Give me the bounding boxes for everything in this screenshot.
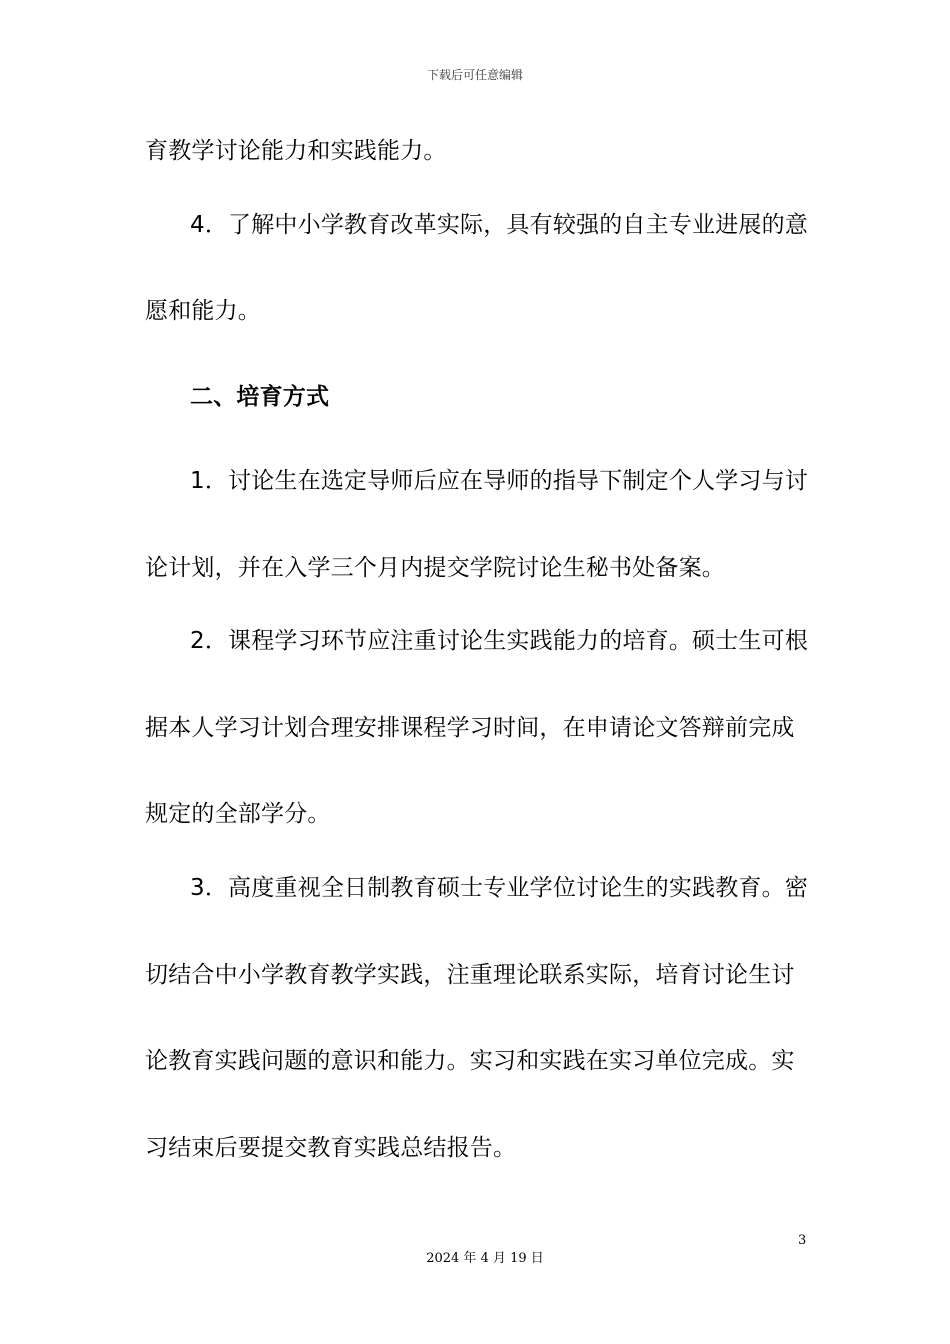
body-line: 愿和能力。 xyxy=(145,298,261,324)
body-line: 1．讨论生在选定导师后应在导师的指导下制定个人学习与讨 xyxy=(190,468,809,494)
body-line: 据本人学习计划合理安排课程学习时间，在申请论文答辩前完成 xyxy=(145,715,795,741)
body-line: 习结束后要提交教育实践总结报告。 xyxy=(145,1135,517,1161)
body-line: 论计划，并在入学三个月内提交学院讨论生秘书处备案。 xyxy=(145,555,725,581)
body-line: 论教育实践问题的意识和能力。实习和实践在实习单位完成。实 xyxy=(145,1048,795,1074)
body-line: 2．课程学习环节应注重讨论生实践能力的培育。硕士生可根 xyxy=(190,628,809,654)
body-line: 规定的全部学分。 xyxy=(145,801,331,827)
section-heading: 二、培育方式 xyxy=(190,384,330,410)
body-line: 切结合中小学教育教学实践，注重理论联系实际，培育讨论生讨 xyxy=(145,962,795,988)
body-line: 3．高度重视全日制教育硕士专业学位讨论生的实践教育。密 xyxy=(190,875,809,901)
footer-date: 2024 年 4 月 19 日 xyxy=(426,1251,544,1266)
header-note: 下载后可任意编辑 xyxy=(426,68,523,82)
page-number: 3 xyxy=(798,1233,807,1248)
body-line: 育教学讨论能力和实践能力。 xyxy=(145,138,447,164)
body-line: 4．了解中小学教育改革实际，具有较强的自主专业进展的意 xyxy=(190,212,809,238)
